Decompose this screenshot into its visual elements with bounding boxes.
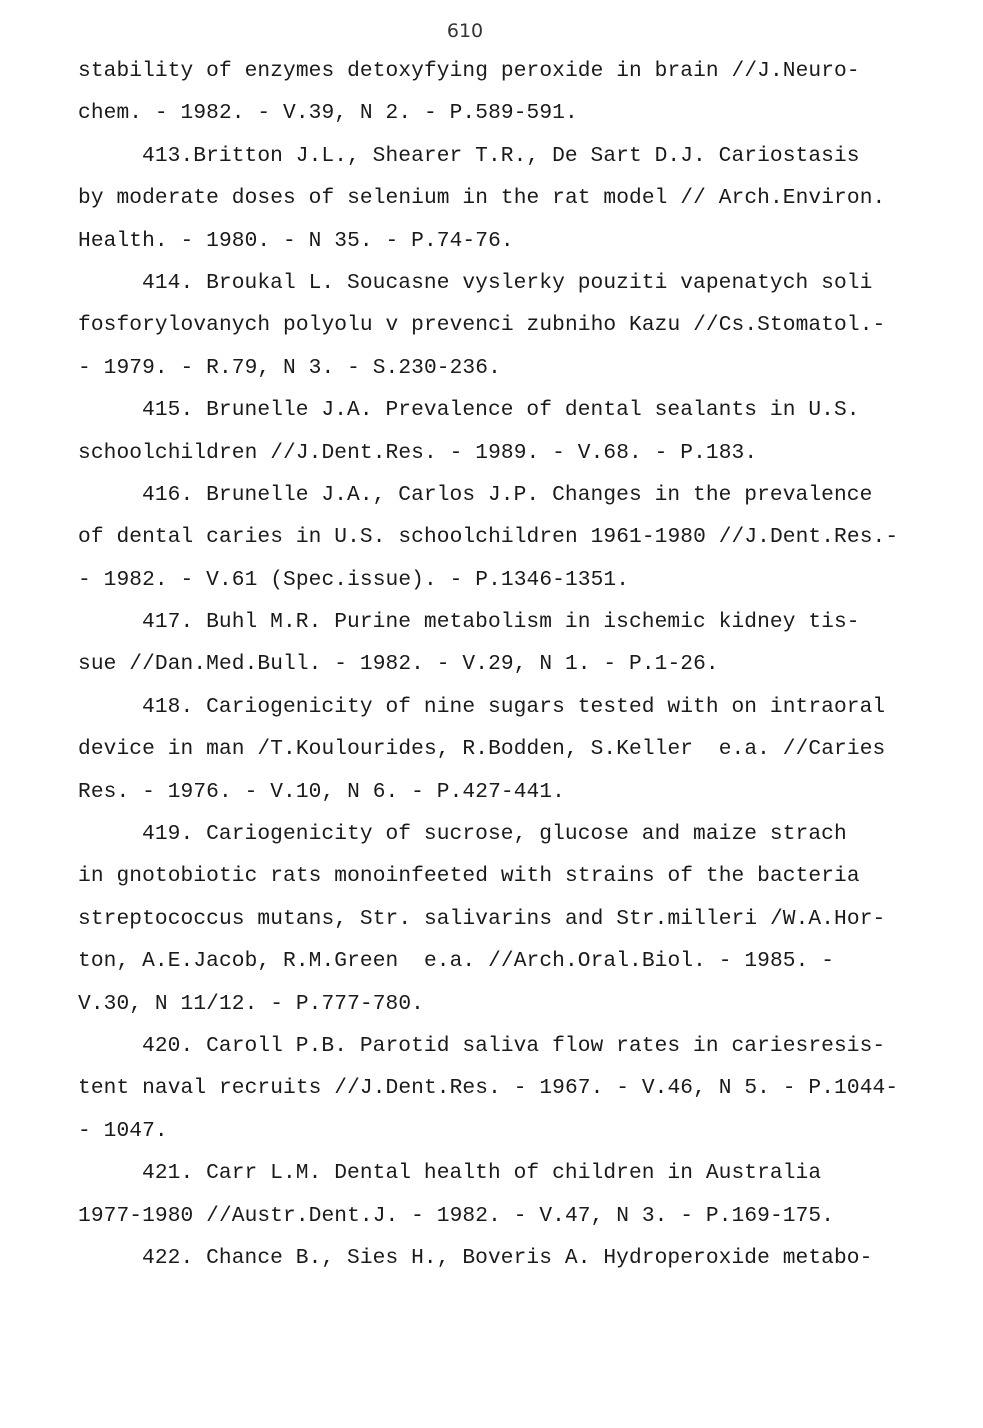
text-line: stability of enzymes detoxyfying peroxide in brain //J.Neuro- (78, 59, 860, 83)
text-line: chem. - 1982. - V.39, N 2. - P.589-591. (78, 101, 578, 126)
reference-415-start: 415. Brunelle J.A. Prevalence of dental sealants in U.S. (142, 398, 860, 423)
text-line: sue //Dan.Med.Bull. - 1982. - V.29, N 1. - P.1-26. (78, 652, 719, 677)
reference-418-start: 418. Cariogenicity of nine sugars tested with on intraoral (142, 694, 886, 719)
text-line: fosforylovanych polyolu v prevenci zubniho Kazu //Cs.Stomatol.- (78, 313, 886, 338)
text-line: by moderate doses of selenium in the rat model // Arch.Environ. (78, 186, 886, 211)
text-line: ton, A.E.Jacob, R.M.Green e.a. //Arch.Oral.Biol. - 1985. - (78, 949, 835, 974)
reference-422-start: 422. Chance B., Sies H., Boveris A. Hydroperoxide metabo- (142, 1245, 873, 1270)
text-line: Health. - 1980. - N 35. - P.74-76. (78, 228, 514, 253)
text-line: in gnotobiotic rats monoinfeeted with strains of the bacteria (78, 864, 860, 889)
page-number: 610 (446, 20, 484, 42)
text-line: Res. - 1976. - V.10, N 6. - P.427-441. (78, 779, 565, 804)
reference-421-start: 421. Carr L.M. Dental health of children in Australia (142, 1161, 822, 1186)
text-line: of dental caries in U.S. schoolchildren 1961-1980 //J.Dent.Res.- (78, 525, 899, 550)
text-line: tent naval recruits //J.Dent.Res. - 1967. - V.46, N 5. - P.1044- (78, 1076, 899, 1101)
text-line: - 1979. - R.79, N 3. - S.230-236. (78, 355, 501, 380)
text-line: streptococcus mutans, Str. salivarins and Str.milleri /W.A.Hor- (78, 906, 886, 931)
text-line: - 1047. (78, 1118, 168, 1143)
text-line: V.30, N 11/12. - P.777-780. (78, 991, 424, 1016)
reference-419-start: 419. Cariogenicity of sucrose, glucose and maize strach (142, 822, 847, 847)
text-line: schoolchildren //J.Dent.Res. - 1989. - V.68. - P.183. (78, 440, 758, 465)
text-line: 1977-1980 //Austr.Dent.J. - 1982. - V.47, N 3. - P.169-175. (78, 1203, 835, 1228)
reference-413-start: 413.Britton J.L., Shearer T.R., De Sart D.J. Cariostasis (142, 143, 860, 168)
reference-420-start: 420. Caroll P.B. Parotid saliva flow rates in cariesresis- (142, 1033, 886, 1058)
reference-416-start: 416. Brunelle J.A., Carlos J.P. Changes in the prevalence (142, 482, 873, 507)
reference-417-start: 417. Buhl M.R. Purine metabolism in ischemic kidney tis- (142, 610, 860, 635)
reference-414-start: 414. Broukal L. Soucasne vyslerky pouziti vapenatych soli (142, 270, 873, 295)
reference-list (78, 50, 908, 1279)
text-line: device in man /T.Koulourides, R.Bodden, S.Keller e.a. //Caries (78, 737, 886, 762)
text-line: - 1982. - V.61 (Spec.issue). - P.1346-1351. (78, 567, 630, 592)
